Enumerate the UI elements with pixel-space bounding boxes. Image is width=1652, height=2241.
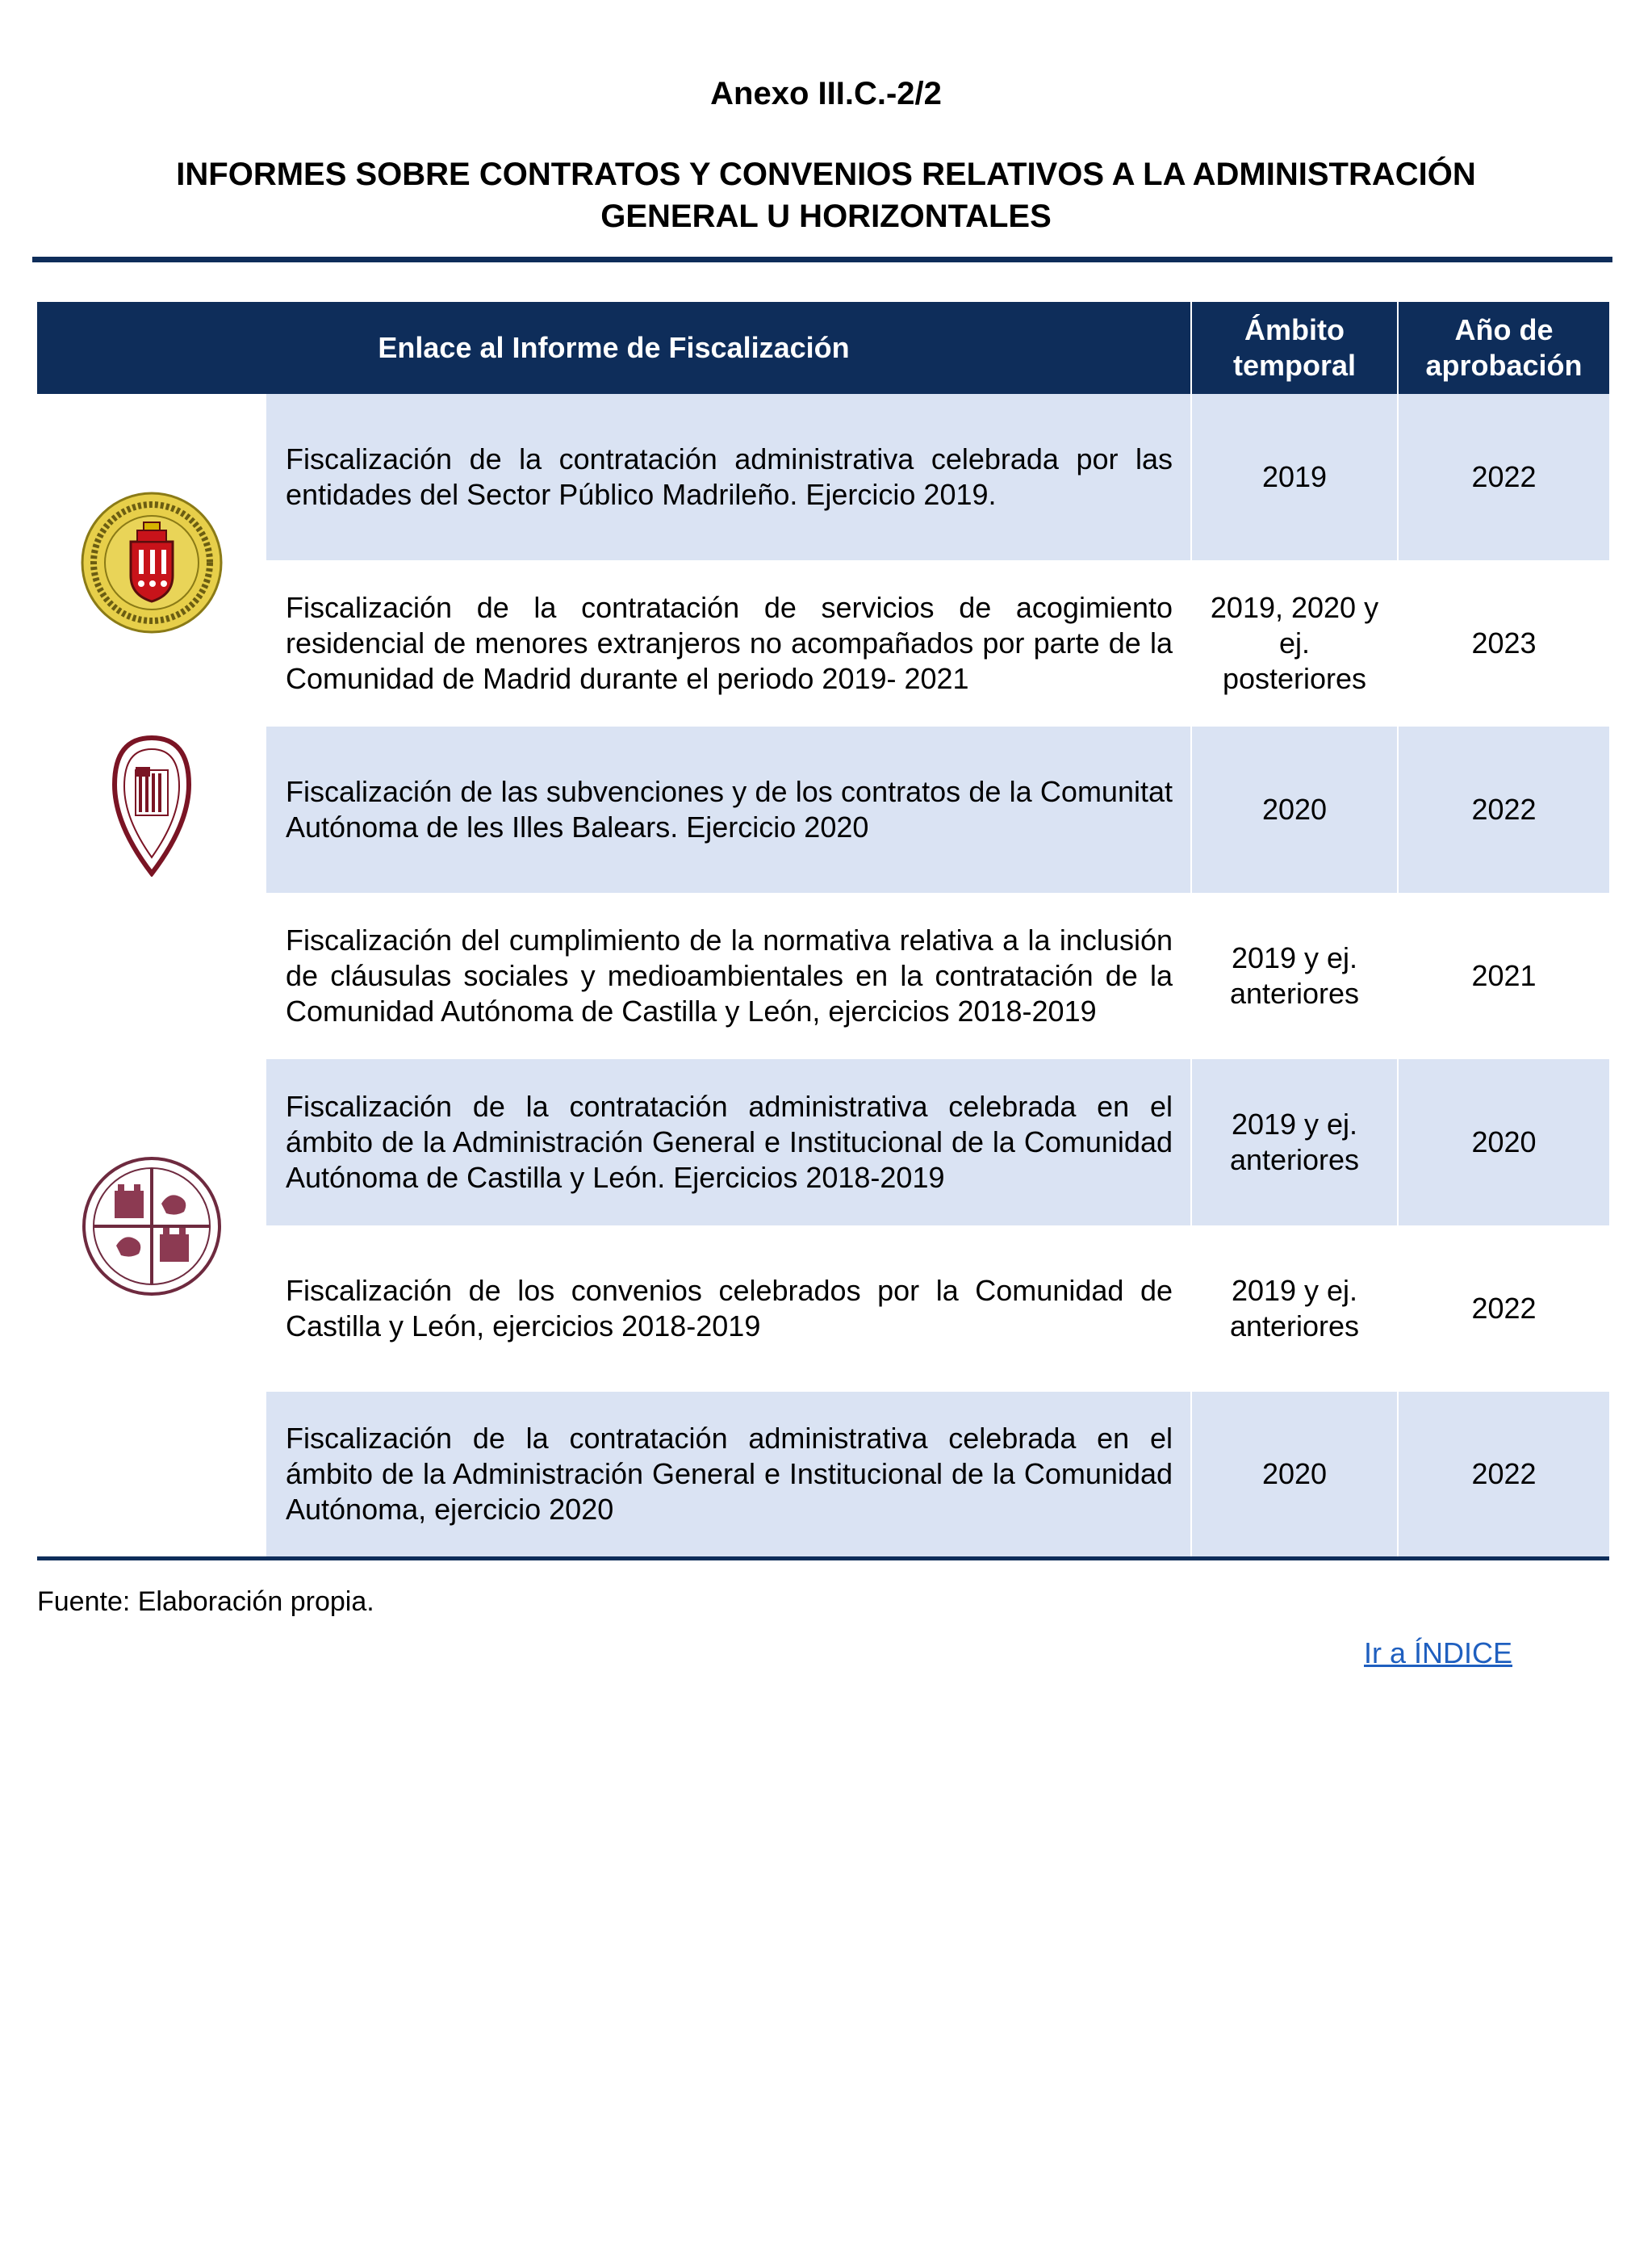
scope-value-line-1: 2019 y ej. bbox=[1231, 1274, 1358, 1307]
report-link[interactable]: Fiscalización de las subvenciones y de los contratos de la Comunitat Autónoma de les Illes Balears. Ejercicio 2020 bbox=[266, 727, 1191, 893]
scope-value-line-1: 2019 y ej. bbox=[1231, 1108, 1358, 1141]
year-value: 2022 bbox=[1398, 1392, 1609, 1558]
report-link[interactable]: Fiscalización del cumplimiento de la normativa relativa a la inclusión de cláusulas sociales y medioambientales en la contratación de la Comunidad Autónoma de Castilla y León, ejercicios 2018-2019 bbox=[266, 893, 1191, 1059]
index-link[interactable]: Ir a ÍNDICE bbox=[1364, 1636, 1513, 1669]
madrid-audit-seal-icon[interactable] bbox=[81, 492, 223, 642]
table-row bbox=[37, 1225, 1609, 1392]
report-link[interactable]: Fiscalización de la contratación administrativa celebrada en el ámbito de la Administración General e Institucional de la Comunidad Autónoma, ejercicio 2020 bbox=[266, 1392, 1191, 1558]
table-row bbox=[37, 727, 1609, 893]
report-link[interactable]: Fiscalización de los convenios celebrados por la Comunidad de Castilla y León, ejercicios 2018-2019 bbox=[266, 1225, 1191, 1392]
year-value: 2021 bbox=[1398, 893, 1609, 1059]
header-year-line-1: Año de bbox=[1454, 313, 1554, 346]
header-scope-line-1: Ámbito bbox=[1244, 313, 1345, 346]
scope-value-line-2: anteriores bbox=[1229, 1143, 1360, 1176]
scope-value: 2020 bbox=[1191, 727, 1398, 893]
scope-value bbox=[1191, 1059, 1398, 1225]
scope-value bbox=[1191, 560, 1398, 727]
report-link[interactable]: Fiscalización de la contratación administrativa celebrada en el ámbito de la Administración General e Institucional de la Comunidad Autónoma de Castilla y León. Ejercicios 2018-2019 bbox=[266, 1059, 1191, 1225]
header-link: Enlace al Informe de Fiscalización bbox=[37, 302, 1191, 394]
reports-table bbox=[37, 302, 1609, 1560]
page-title-line-2: GENERAL U HORIZONTALES bbox=[600, 199, 1052, 234]
scope-value: 2020 bbox=[1191, 1392, 1398, 1558]
table-row bbox=[37, 394, 1609, 560]
baleares-logo-cell bbox=[37, 727, 266, 893]
castilla-leon-logo-cell bbox=[37, 893, 266, 1558]
scope-value-line-1: 2019, 2020 y bbox=[1210, 591, 1379, 624]
table-row bbox=[37, 560, 1609, 727]
scope-value-line-1: 2019 y ej. bbox=[1231, 941, 1358, 974]
header-year bbox=[1398, 302, 1609, 394]
page-title-line-1: INFORMES SOBRE CONTRATOS Y CONVENIOS RELATIVOS A LA ADMINISTRACIÓN bbox=[176, 157, 1476, 192]
table-row bbox=[37, 1392, 1609, 1558]
scope-value-line-2: anteriores bbox=[1229, 977, 1360, 1010]
year-value: 2023 bbox=[1398, 560, 1609, 727]
report-link[interactable]: Fiscalización de la contratación administrativa celebrada por las entidades del Sector Público Madrileño. Ejercicio 2019. bbox=[266, 394, 1191, 560]
source-note: Fuente: Elaboración propia. bbox=[37, 1586, 374, 1617]
title-divider bbox=[32, 257, 1612, 262]
year-value: 2022 bbox=[1398, 727, 1609, 893]
report-link[interactable]: Fiscalización de la contratación de servicios de acogimiento residencial de menores extranjeros no acompañados por parte de la Comunidad de Madrid durante el periodo 2019- 2021 bbox=[266, 560, 1191, 727]
header-year-line-2: aprobación bbox=[1425, 349, 1583, 382]
scope-value: 2019 bbox=[1191, 394, 1398, 560]
scope-value-line-2: anteriores bbox=[1229, 1309, 1360, 1343]
year-value: 2022 bbox=[1398, 394, 1609, 560]
annex-label: Anexo III.C.-2/2 bbox=[710, 76, 942, 111]
scope-value bbox=[1191, 1225, 1398, 1392]
header-scope bbox=[1191, 302, 1398, 394]
year-value: 2020 bbox=[1398, 1059, 1609, 1225]
table-header-row bbox=[37, 302, 1609, 394]
page-title bbox=[65, 153, 1587, 237]
scope-value bbox=[1191, 893, 1398, 1059]
table-row bbox=[37, 1059, 1609, 1225]
table-row bbox=[37, 893, 1609, 1059]
madrid-logo-cell bbox=[37, 394, 266, 727]
scope-value-line-2: ej. bbox=[1278, 626, 1311, 660]
year-value: 2022 bbox=[1398, 1225, 1609, 1392]
castilla-leon-audit-seal-icon[interactable] bbox=[81, 1155, 223, 1305]
header-scope-line-2: temporal bbox=[1232, 349, 1357, 382]
baleares-audit-seal-icon[interactable] bbox=[111, 735, 192, 885]
scope-value-line-3: posteriores bbox=[1222, 662, 1367, 695]
